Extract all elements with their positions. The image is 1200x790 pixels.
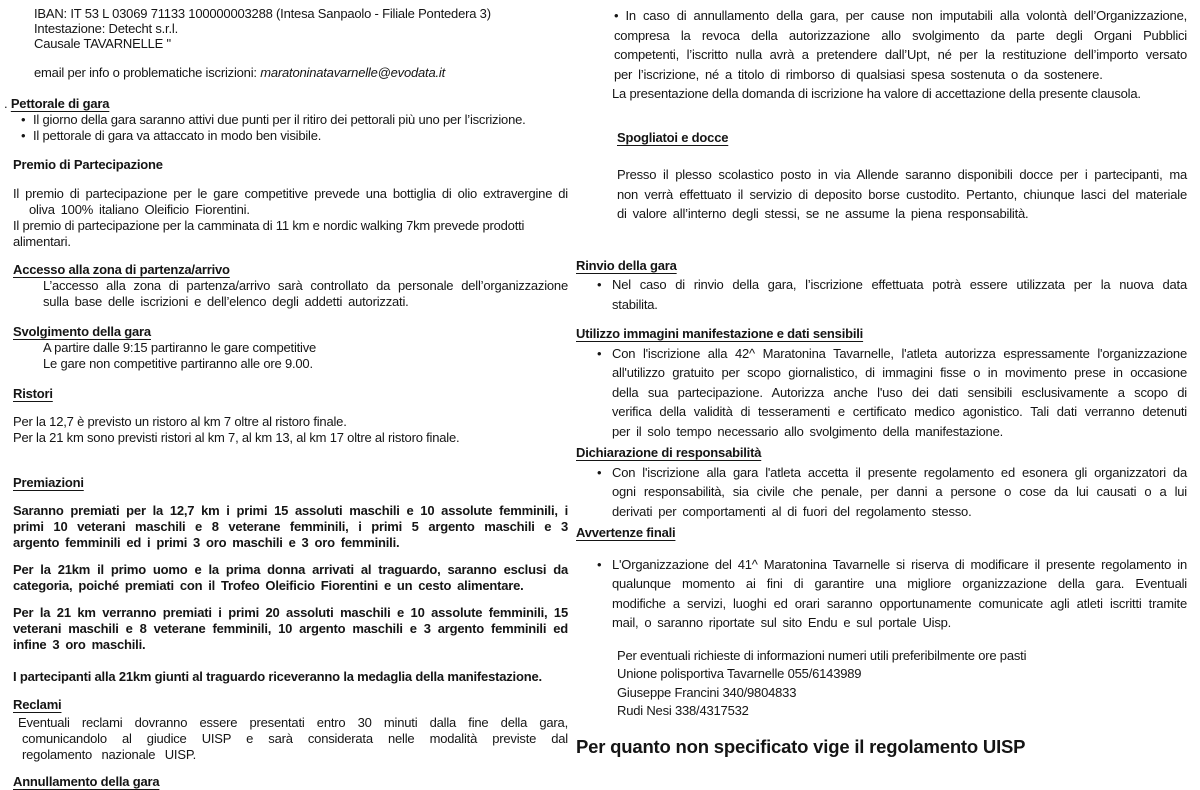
section-title-annullamento: Annullamento della gara [13, 774, 160, 789]
bank-iban-line: IBAN: IT 53 L 03069 71133 100000003288 (Intesa Sanpaolo - Filiale Pontedera 3) [34, 6, 491, 21]
premio-paragraph-1: Il premio di partecipazione per le gare competitive prevede una bottiglia di olio extravergine di oliva 100% italiano Oleificio Fiorentini. [13, 186, 568, 217]
reclami-bullet: Eventuali reclami dovranno essere presentati entro 30 minuti dalla fine della gara, comunicandolo al giudice UISP e sarà considerata nelle modalità previste dal regolamento nazionale UISP. [18, 715, 568, 762]
ristori-line-2: Per la 21 km sono previsti ristori al km 7, al km 13, al km 17 oltre al ristoro finale. [13, 430, 460, 445]
rinvio-bullet: • Nel caso di rinvio della gara, l’iscrizione effettuata potrà essere utilizzata per la nuova data stabilita. [576, 275, 1187, 314]
contact-line: Giuseppe Francini 340/9804833 [617, 684, 797, 700]
premiazioni-paragraph-3: Per la 21 km verranno premiati i primi 20 assoluti maschili e 10 assolute femminili, 15 veterani maschili e 8 veterane femminili, 10 argento maschili e 3 argento femminili ed infine 3 oro maschili. [13, 605, 568, 652]
contact-line: Unione polisportiva Tavarnelle 055/6143989 [617, 666, 862, 681]
annullamento-note: La presentazione della domanda di iscrizione ha valore di accettazione della presente clausola. [612, 86, 1141, 101]
contact-intro: Per eventuali richieste di informazioni numeri utili preferibilmente ore pasti [617, 647, 1027, 663]
svolgimento-line-2: Le gare non competitive partiranno alle ore 9.00. [43, 355, 313, 371]
avvertenze-bullet: • L'Organizzazione del 41^ Maratonina Tavarnelle si riserva di modificare il presente regolamento in qualunque momento ai fini di garantire una migliore organizzazione della gara. Eventuali modifiche a servizi, luoghi ed orari saranno opportunamente comunicate agli atleti iscritti tramite mail, o saranno riportate sul sito Endu e sul portale Uisp. [576, 555, 1187, 633]
bullet-item: • Il giorno della gara saranno attivi due punti per il ritiro dei pettorali più uno per l’iscrizione. [21, 112, 568, 128]
section-title-dichiarazione: Dichiarazione di responsabilità [576, 445, 762, 460]
utilizzo-immagini-bullet: • Con l'iscrizione alla 42^ Maratonina Tavarnelle, l'atleta autorizza espressamente l'organizzazione all'utilizzo gratuito per scopo giornalistico, di immagini fisse o in movimento prese in occasione della sua partecipazione. Autorizza anche l'uso dei dati sensibili esclusivamente a scopo di verifica della validità di tesseramenti e certificato medico agonistico. Tali dati verranno detenuti per il solo tempo necessario allo svolgimento della manifestazione. [576, 344, 1187, 442]
section-title-accesso: Accesso alla zona di partenza/arrivo [13, 262, 230, 277]
section-title-pettorale: . Pettorale di gara [4, 96, 110, 111]
bullet-item: • Il pettorale di gara va attaccato in modo ben visibile. [21, 128, 568, 144]
section-title-premio: Premio di Partecipazione [13, 157, 163, 172]
footer-heading: Per quanto non specificato vige il regolamento UISP [576, 735, 1026, 757]
bank-details [34, 6, 568, 51]
section-title-svolgimento: Svolgimento della gara [13, 324, 151, 339]
right-column [576, 0, 1200, 769]
pettorale-title-prefix: . [4, 96, 11, 111]
premiazioni-paragraph-1: Saranno premiati per la 12,7 km i primi 15 assoluti maschili e 10 assolute femminili, i primi 10 veterani maschili e 8 veterane femminili, i primi 5 argento maschili e 3 argento femminili ed i primi 3 oro maschili e 3 oro femminili. [13, 503, 568, 550]
ristori-line-1: Per la 12,7 è previsto un ristoro al km 7 oltre al ristoro finale. [13, 414, 347, 429]
premio-paragraph-2: Il premio di partecipazione per la camminata di 11 km e nordic walking 7km prevede prodotti alimentari. [13, 218, 525, 249]
email-info-prefix: email per info o problematiche iscrizioni: [34, 65, 261, 80]
section-title-ristori: Ristori [13, 386, 53, 401]
section-title-spogliatoi: Spogliatoi e docce [617, 129, 729, 145]
svolgimento-line-1: A partire dalle 9:15 partiranno le gare competitive [43, 340, 317, 355]
annullamento-bullet: • In caso di annullamento della gara, per cause non imputabili alla volontà dell’Organizzazione, compresa la revoca della autorizzazione allo svolgimento da parte degli Organi Pubblici competenti, l’iscritto nulla avrà a pretendere dall’Upt, né per la restituzione dell’importo versato per l’iscrizione, né a titolo di rimborso di qualsiasi spesa sostenuta o da sostenere. [576, 6, 1187, 84]
section-title-avvertenze: Avvertenze finali [576, 525, 676, 540]
section-title-reclami: Reclami [13, 697, 62, 712]
email-address: maratoninatavarnelle@evodata.it [260, 65, 446, 80]
bank-holder-line: Intestazione: Detecht s.r.l. [34, 21, 178, 36]
accesso-body: L’accesso alla zona di partenza/arrivo sarà controllato da personale dell’organizzazione sulla base delle iscrizioni e dell’elenco degli addetti autorizzati. [43, 278, 568, 309]
section-title-premiazioni: Premiazioni [13, 475, 84, 490]
contact-info [617, 647, 1187, 721]
premiazioni-paragraph-2: Per la 21km il primo uomo e la prima donna arrivati al traguardo, saranno esclusi da categoria, poiché premiati con il Trofeo Oleificio Fiorentini e un cesto alimentare. [13, 562, 568, 593]
section-title-utilizzo-immagini: Utilizzo immagini manifestazione e dati sensibili [576, 326, 864, 341]
bank-reason-line: Causale TAVARNELLE " [34, 36, 171, 51]
email-info-line [34, 65, 568, 81]
contact-line: Rudi Nesi 338/4317532 [617, 703, 749, 718]
dichiarazione-bullet: • Con l'iscrizione alla gara l'atleta accetta il presente regolamento ed esonera gli organizzatori da ogni responsabilità, sia civile che penale, per danni a persone o cose da lui causati o a lui derivati per comportamenti al di fuori del regolamento stesso. [576, 463, 1187, 522]
section-title-rinvio: Rinvio della gara [576, 257, 677, 273]
premiazioni-paragraph-4: I partecipanti alla 21km giunti al traguardo riceveranno la medaglia della manifestazione. [13, 669, 542, 684]
left-column [0, 0, 576, 789]
spogliatoi-body: Presso il plesso scolastico posto in via Allende saranno disponibili docce per i partecipanti, ma non verrà effettuato il servizio di deposito borse custodito. Pertanto, chiunque lasci del materiale di valore all’interno degli stessi, se ne assume la piena responsabilità. [617, 167, 1187, 221]
pettorale-bullet-list [13, 112, 568, 143]
